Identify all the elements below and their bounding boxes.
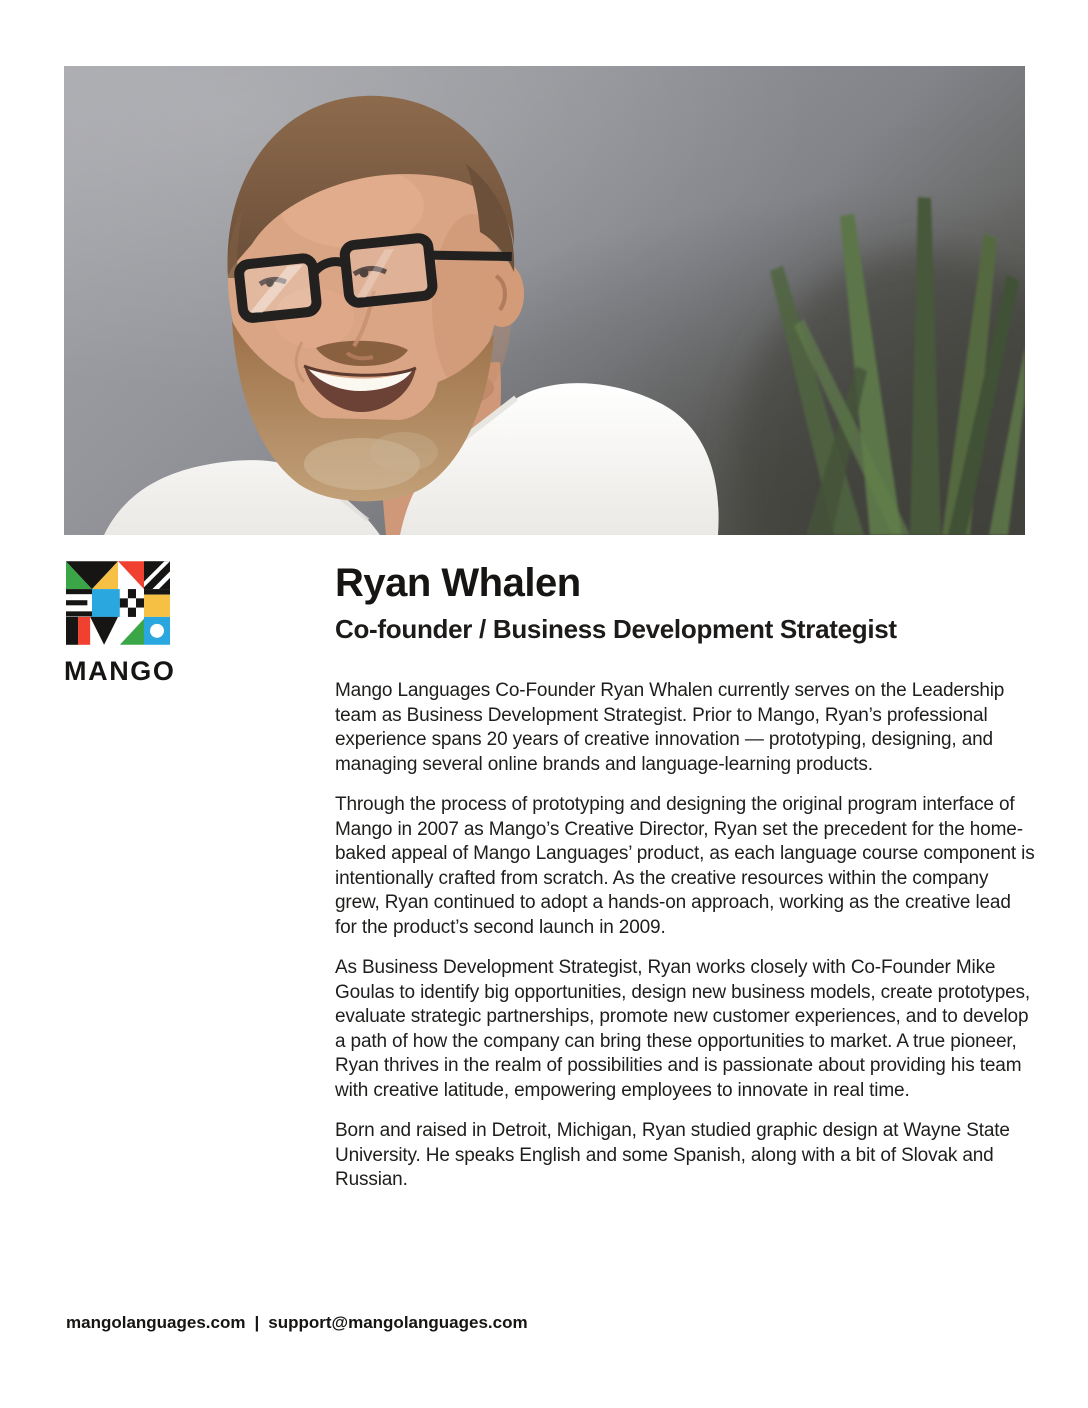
- footer-separator: |: [254, 1313, 260, 1332]
- portrait-illustration: [64, 66, 1025, 535]
- footer-website: mangolanguages.com: [66, 1313, 246, 1332]
- bio-text: [335, 679, 1035, 1193]
- footer-email: support@mangolanguages.com: [268, 1313, 528, 1332]
- page-footer: [66, 1313, 528, 1333]
- brand-block: [66, 561, 246, 687]
- person-name-title: Ryan Whalen: [335, 561, 581, 605]
- brand-wordmark: MANGO: [64, 656, 176, 686]
- bio-paragraph: Mango Languages Co-Founder Ryan Whalen currently serves on the Leadership team as Business Development Strategist. Prior to Mango, Ryan’s professional experience spans 20 years of creative innovation — prototyping, designing, and managing several online brands and language-learning products.: [335, 680, 1005, 775]
- person-role-subtitle: Co-founder / Business Development Strategist: [335, 614, 897, 644]
- bio-content: [335, 562, 1035, 1209]
- bio-paragraph: Through the process of prototyping and designing the original program interface of Mango in 2007 as Mango’s Creative Director, Ryan set the precedent for the home-baked appeal of Mango Languages’ product, as each language course component is intentionally crafted from scratch. As the creative resources within the company grew, Ryan continued to adopt a hands-on approach, working as the creative lead for the product’s second launch in 2009.: [335, 794, 1035, 938]
- checker-tile: [120, 589, 144, 617]
- portrait-photo: [64, 66, 1025, 535]
- bio-paragraph: As Business Development Strategist, Ryan works closely with Co-Founder Mike Goulas to identify big opportunities, design new business models, create prototypes, evaluate strategic partnerships, promote new customer experiences, and to develop a path of how the company can bring these opportunities to market. A true pioneer, Ryan thrives in the realm of possibilities and is passionate about providing his team with creative latitude, empowering employees to innovate in real time.: [335, 957, 1031, 1101]
- mango-logo-icon: [66, 561, 170, 645]
- bio-paragraph: Born and raised in Detroit, Michigan, Ryan studied graphic design at Wayne State University. He speaks English and some Spanish, along with a bit of Slovak and Russian.: [335, 1120, 1010, 1190]
